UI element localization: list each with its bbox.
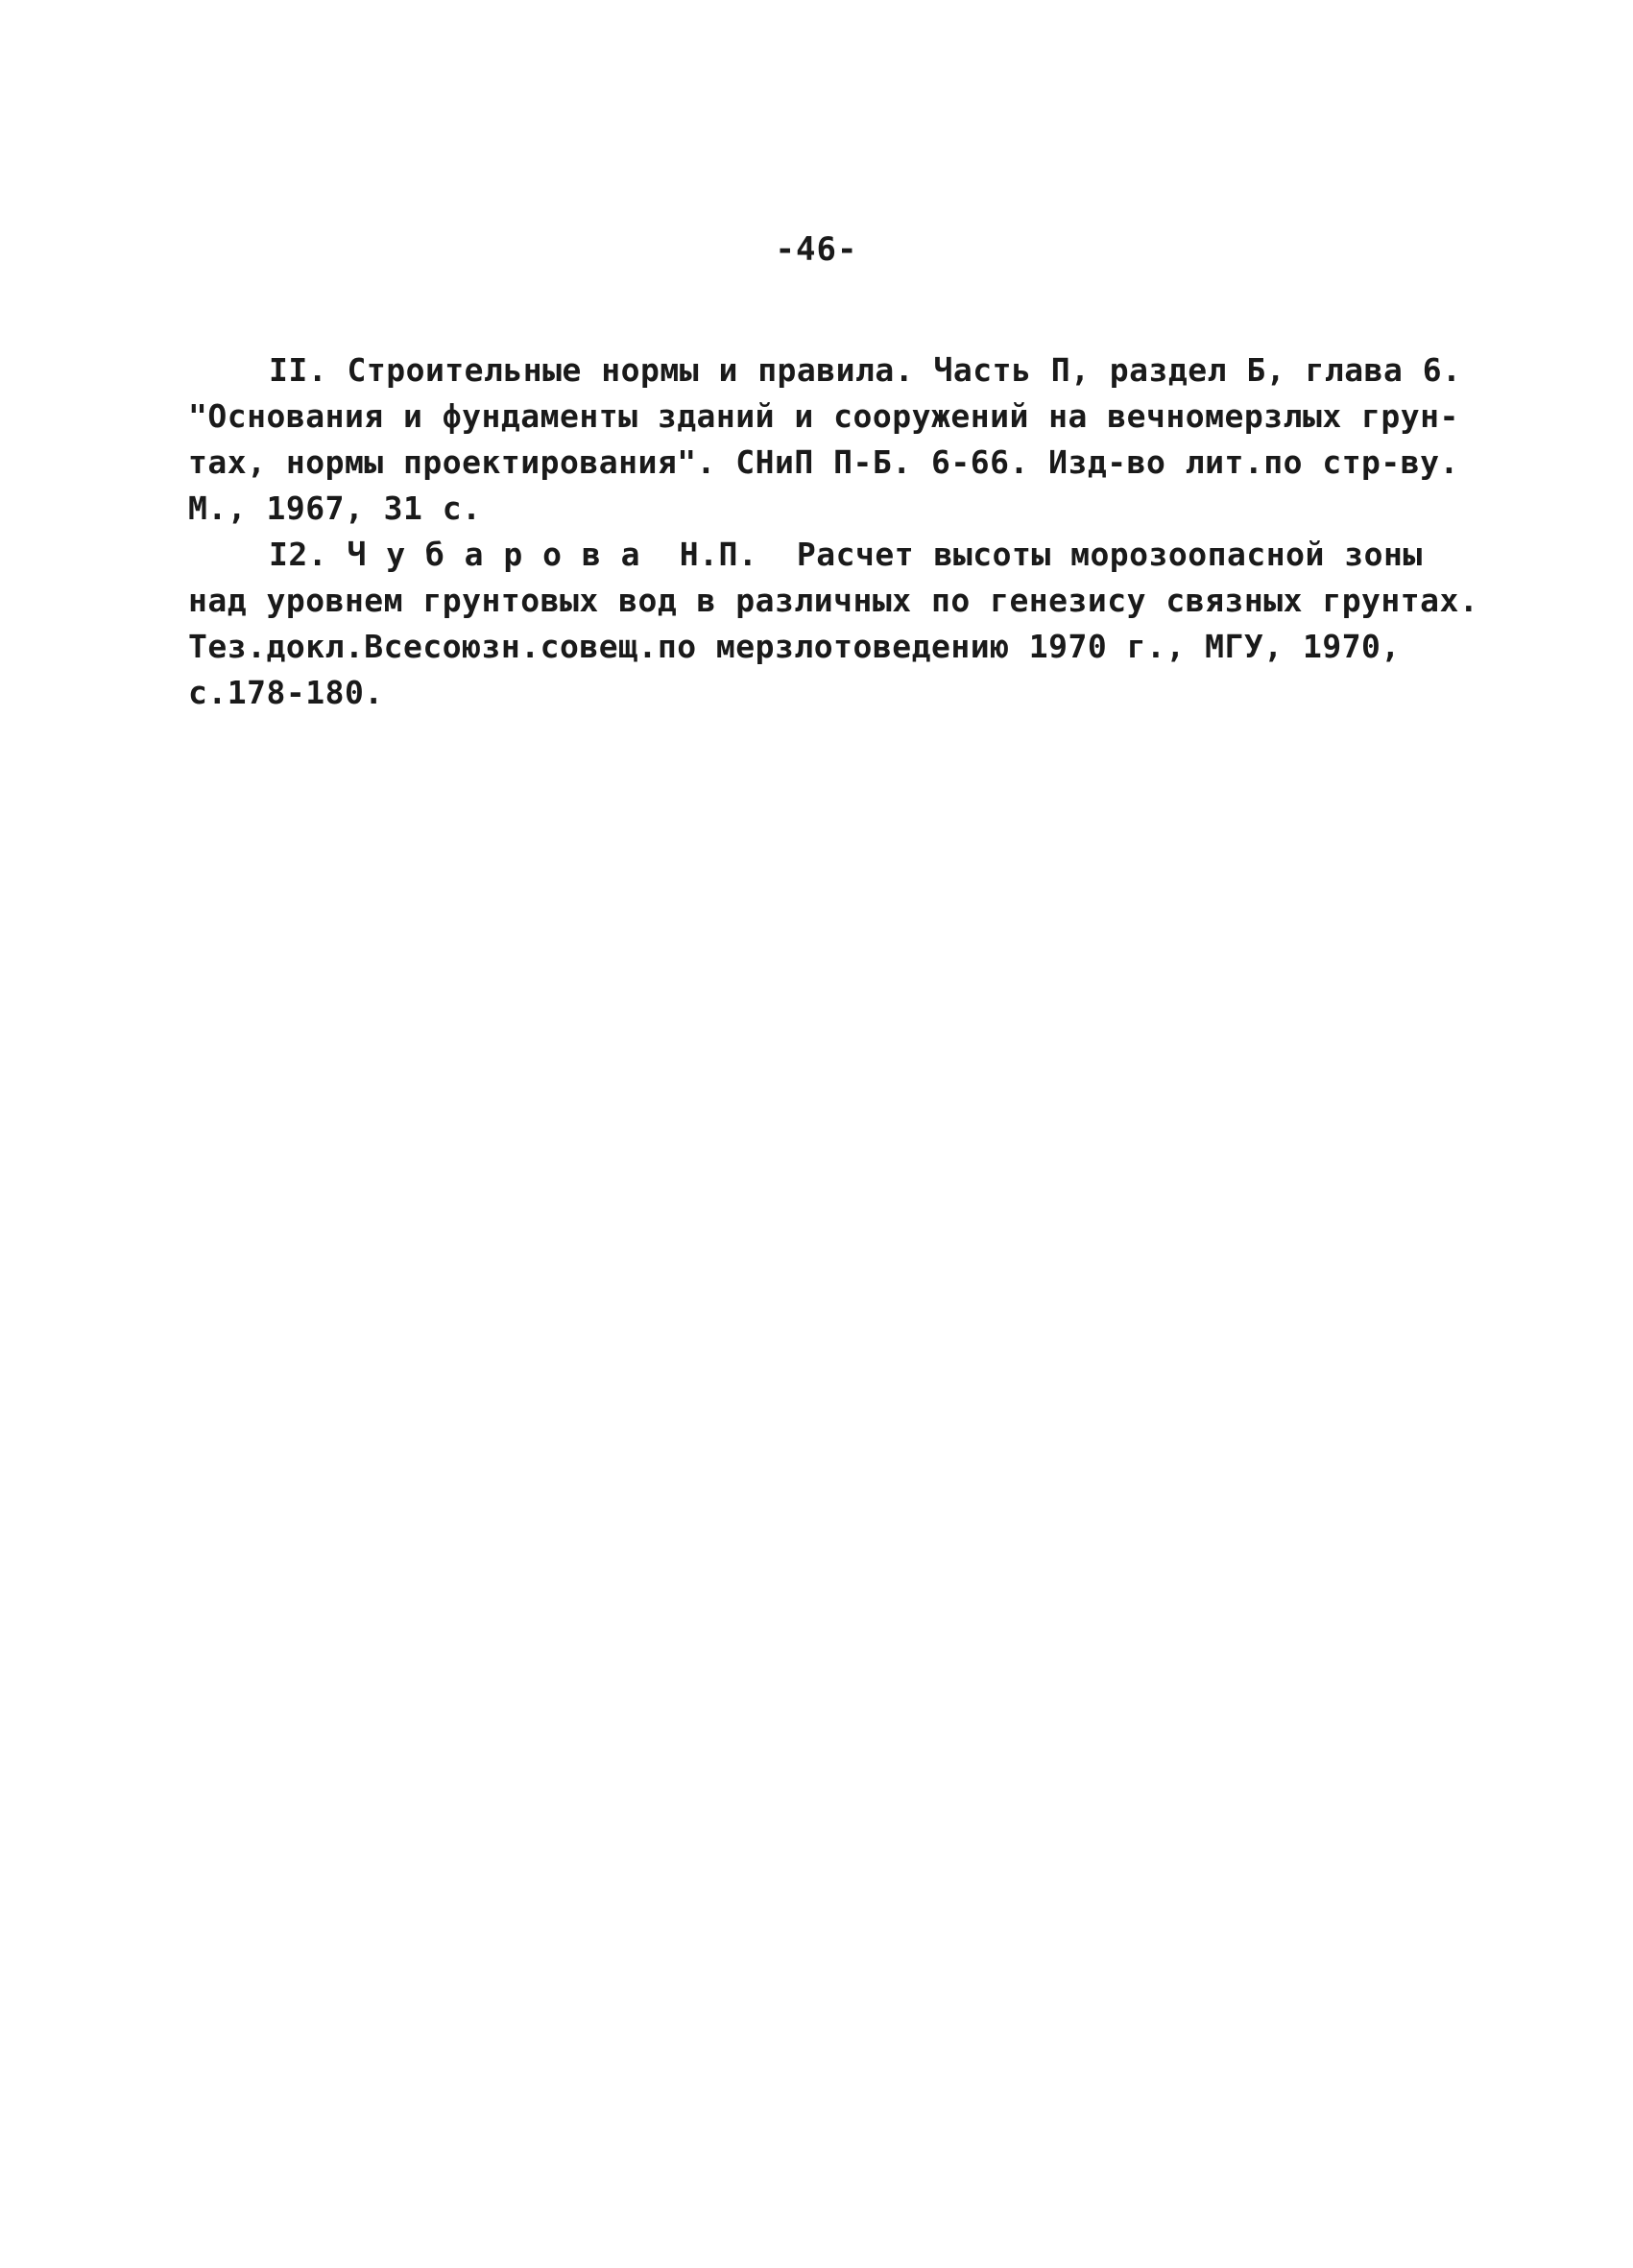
reference-line: с.178-180. — [188, 674, 384, 711]
reference-line: над уровнем грунтовых вод в различных по генезису связных грунтах. — [188, 582, 1479, 619]
reference-line: тах, нормы проектирования". СНиП П-Б. 6-66. Изд-во лит.по стр-ву. — [188, 443, 1459, 481]
reference-line: II. Строительные нормы и правила. Часть П, раздел Б, глава 6. — [269, 351, 1462, 389]
reference-line: "Основания и фундаменты зданий и сооружений на вечномерзлых грун- — [188, 397, 1459, 435]
page-number: -46- — [775, 230, 858, 269]
reference-line: М., 1967, 31 с. — [188, 489, 482, 527]
reference-line: I2. Ч у б а р о в а Н.П. Расчет высоты морозоопасной зоны — [269, 536, 1423, 573]
reference-line: Тез.докл.Всесоюзн.совещ.по мерзлотоведению 1970 г., МГУ, 1970, — [188, 628, 1401, 665]
